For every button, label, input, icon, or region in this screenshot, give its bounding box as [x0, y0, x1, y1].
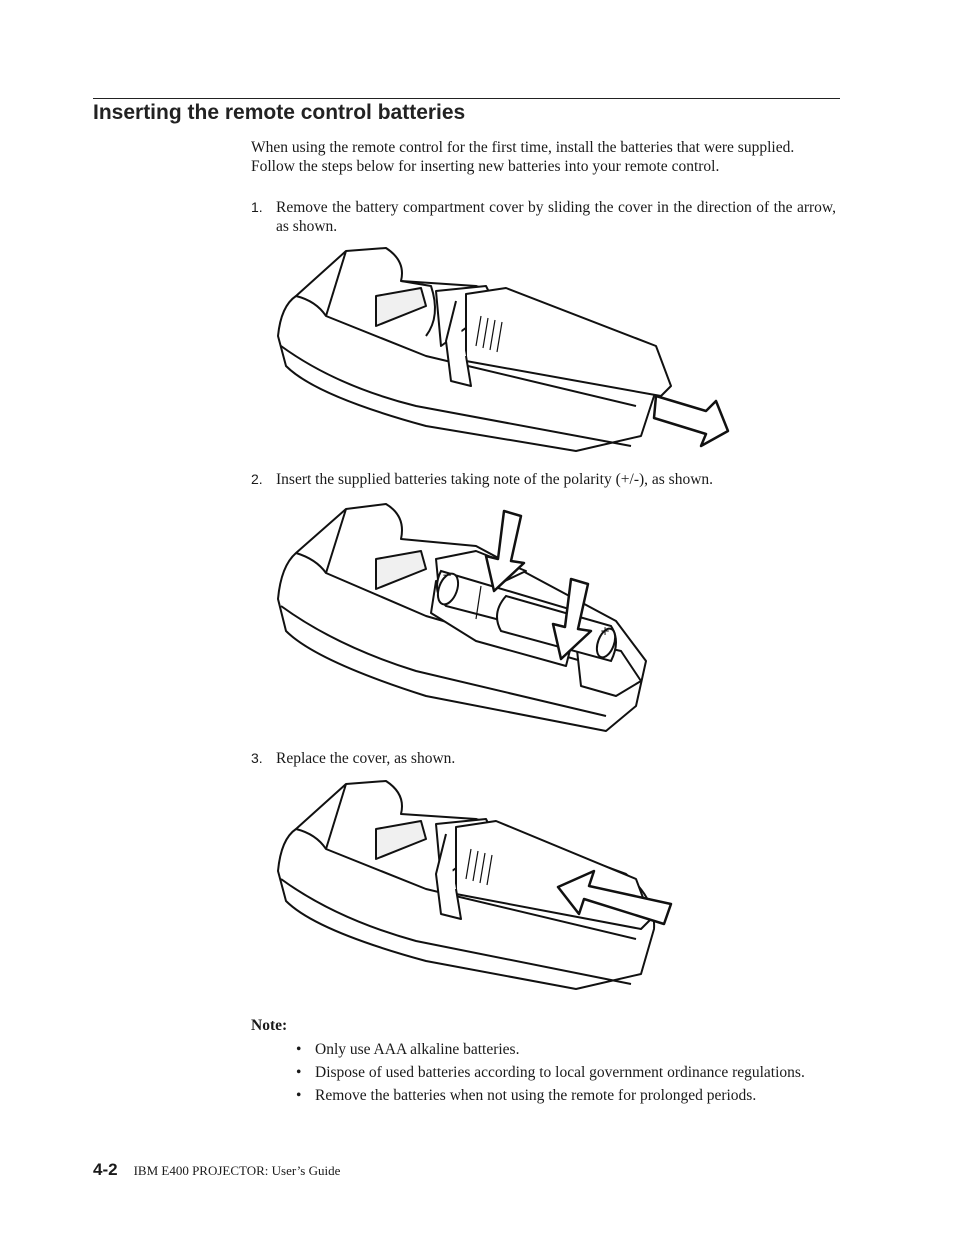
- note-label: Note:: [251, 1017, 288, 1034]
- note-item-text: Only use AAA alkaline batteries.: [315, 1041, 520, 1058]
- bullet-icon: •: [296, 1087, 302, 1104]
- insert-batteries-illustration: [276, 501, 736, 736]
- replace-cover-illustration: [276, 779, 736, 994]
- step-2: [251, 470, 836, 489]
- note-list: [296, 1040, 826, 1109]
- step-number: 1.: [251, 199, 263, 215]
- bullet-icon: •: [296, 1064, 302, 1081]
- step-text: Replace the cover, as shown.: [276, 750, 456, 767]
- bullet-icon: •: [296, 1041, 302, 1058]
- step-3: [251, 749, 836, 768]
- battery-plus-mark: +: [600, 624, 611, 638]
- note-item: [296, 1063, 826, 1082]
- battery-minus-mark: −: [442, 568, 453, 582]
- note-item: [296, 1040, 826, 1059]
- step-text: Remove the battery compartment cover by sliding the cover in the direction of the arrow, as shown.: [276, 199, 836, 235]
- intro-paragraph: When using the remote control for the first time, install the batteries that were supplied. Follow the steps below for inserting new batteries into your remote control.: [251, 139, 795, 175]
- page-footer: [93, 1160, 340, 1180]
- header-rule: [93, 98, 840, 99]
- note-item-text: Dispose of used batteries according to local government ordinance regulations.: [315, 1064, 805, 1081]
- step-number: 3.: [251, 750, 263, 766]
- step-number: 2.: [251, 471, 263, 487]
- remove-cover-illustration: [276, 246, 736, 461]
- step-1: [251, 198, 836, 236]
- page-number: 4-2: [93, 1160, 118, 1179]
- note-item: [296, 1086, 826, 1105]
- guide-title: IBM E400 PROJECTOR: User’s Guide: [133, 1163, 341, 1178]
- note-item-text: Remove the batteries when not using the remote for prolonged periods.: [315, 1087, 757, 1104]
- step-text: Insert the supplied batteries taking note of the polarity (+/-), as shown.: [276, 471, 714, 488]
- page-title: Inserting the remote control batteries: [93, 101, 466, 124]
